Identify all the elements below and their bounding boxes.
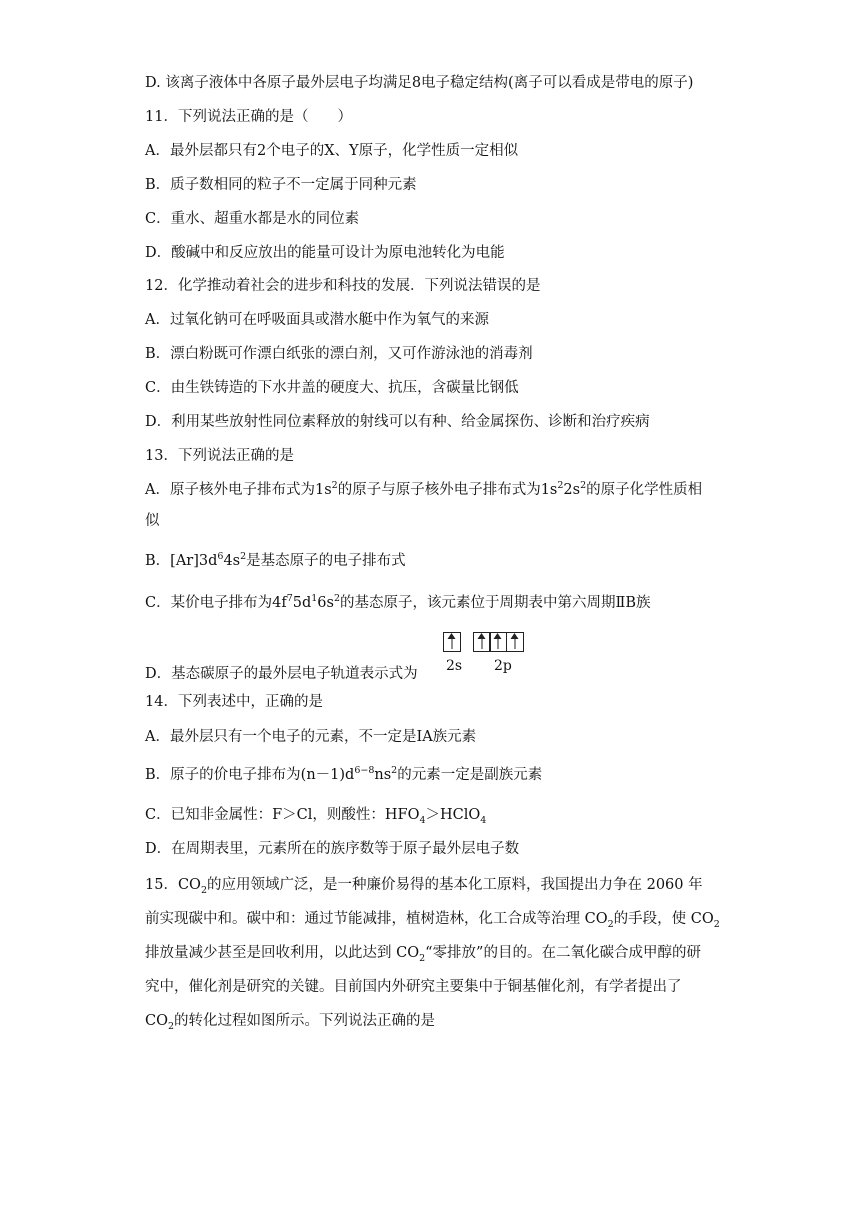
orbital-box-2p-1 [473,632,491,652]
q12-option-c: C．由生铁铸造的下水井盖的硬度大、抗压，含碳量比钢低 [145,380,519,396]
orbital-box-2p-3 [506,632,524,652]
q13-stem: 13．下列说法正确的是 [145,448,294,464]
q15-line-2: 前实现碳中和。碳中和：通过节能减排，植树造林，化工合成等治理 $CO_2$的手段，使 $CO_2$ [145,911,720,930]
q13-option-d: D．基态碳原子的最外层电子轨道表示式为 [145,666,418,682]
q11-option-a: A．最外层都只有2个电子的X、Y原子，化学性质一定相似 [145,143,519,159]
q12-stem: 12．化学推动着社会的进步和科技的发展．下列说法错误的是 [145,278,541,294]
q15-line-1: 15．$CO_2$的应用领域广泛，是一种廉价易得的基本化工原料，我国提出力争在 2060 年 [145,877,703,896]
orbital-box-2s [443,632,461,652]
up-arrow-icon [452,635,453,649]
q11-option-d: D．酸碱中和反应放出的能量可设计为原电池转化为电能 [145,245,505,261]
q10-option-d: D. 该离子液体中各原子最外层电子均满足8电子稳定结构(离子可以看成是带电的原子) [145,75,694,91]
q11-option-c: C．重水、超重水都是水的同位素 [145,211,360,227]
orbital-diagram [443,632,535,678]
q12-option-a: A．过氧化钠可在呼吸面具或潜水艇中作为氧气的来源 [145,312,489,328]
q13-option-a-continued: 似 [145,513,160,529]
q15-line-5: $CO_2$的转化过程如图所示。下列说法正确的是 [145,1013,436,1032]
q12-option-b: B．漂白粉既可作漂白纸张的漂白剂，又可作游泳池的消毒剂 [145,346,533,362]
q13-option-c: C．某价电子排布为$4f^75d^16s^2$的基态原子，该元素位于周期表中第六周期ⅡB族 [145,593,651,611]
orbital-label-2p: 2p [494,658,512,674]
q14-option-b: B．原子的价电子排布为$(n-1)d^{6-8}ns^2$的元素一定是副族元素 [145,765,543,783]
q11-stem: 11．下列说法正确的是（ ） [145,109,352,125]
q15-line-3: 排放量减少甚至是回收利用，以此达到 $CO_2“$零排放”的目的。在二氧化碳合成甲醇的研 [145,945,701,964]
up-arrow-icon [514,635,515,649]
q13-option-b: B．$[Ar]3d^64s^2$是基态原子的电子排布式 [145,551,406,569]
orbital-box-2p-2 [489,632,507,652]
up-arrow-icon [482,635,483,649]
q11-option-b: B．质子数相同的粒子不一定属于同种元素 [145,177,417,193]
q14-option-a: A．最外层只有一个电子的元素，不一定是IA族元素 [145,729,477,745]
up-arrow-icon [498,635,499,649]
q14-stem: 14．下列表述中，正确的是 [145,694,323,710]
q14-option-d: D．在周期表里，元素所在的族序数等于原子最外层电子数 [145,841,520,857]
q14-option-c: C．已知非金属性：F＞Cl，则酸性：$HFO_4>HClO_4$ [145,807,487,826]
q12-option-d: D．利用某些放射性同位素释放的射线可以有种、给金属探伤、诊断和治疗疾病 [145,414,650,430]
orbital-label-2s: 2s [446,658,463,674]
q13-option-a: A．原子核外电子排布式为$1s^2$的原子与原子核外电子排布式为$1s^22s^2$的原子化学性质相 [145,480,703,498]
q15-line-4: 究中，催化剂是研究的关键。目前国内外研究主要集中于铜基催化剂，有学者提出了 [145,979,682,995]
